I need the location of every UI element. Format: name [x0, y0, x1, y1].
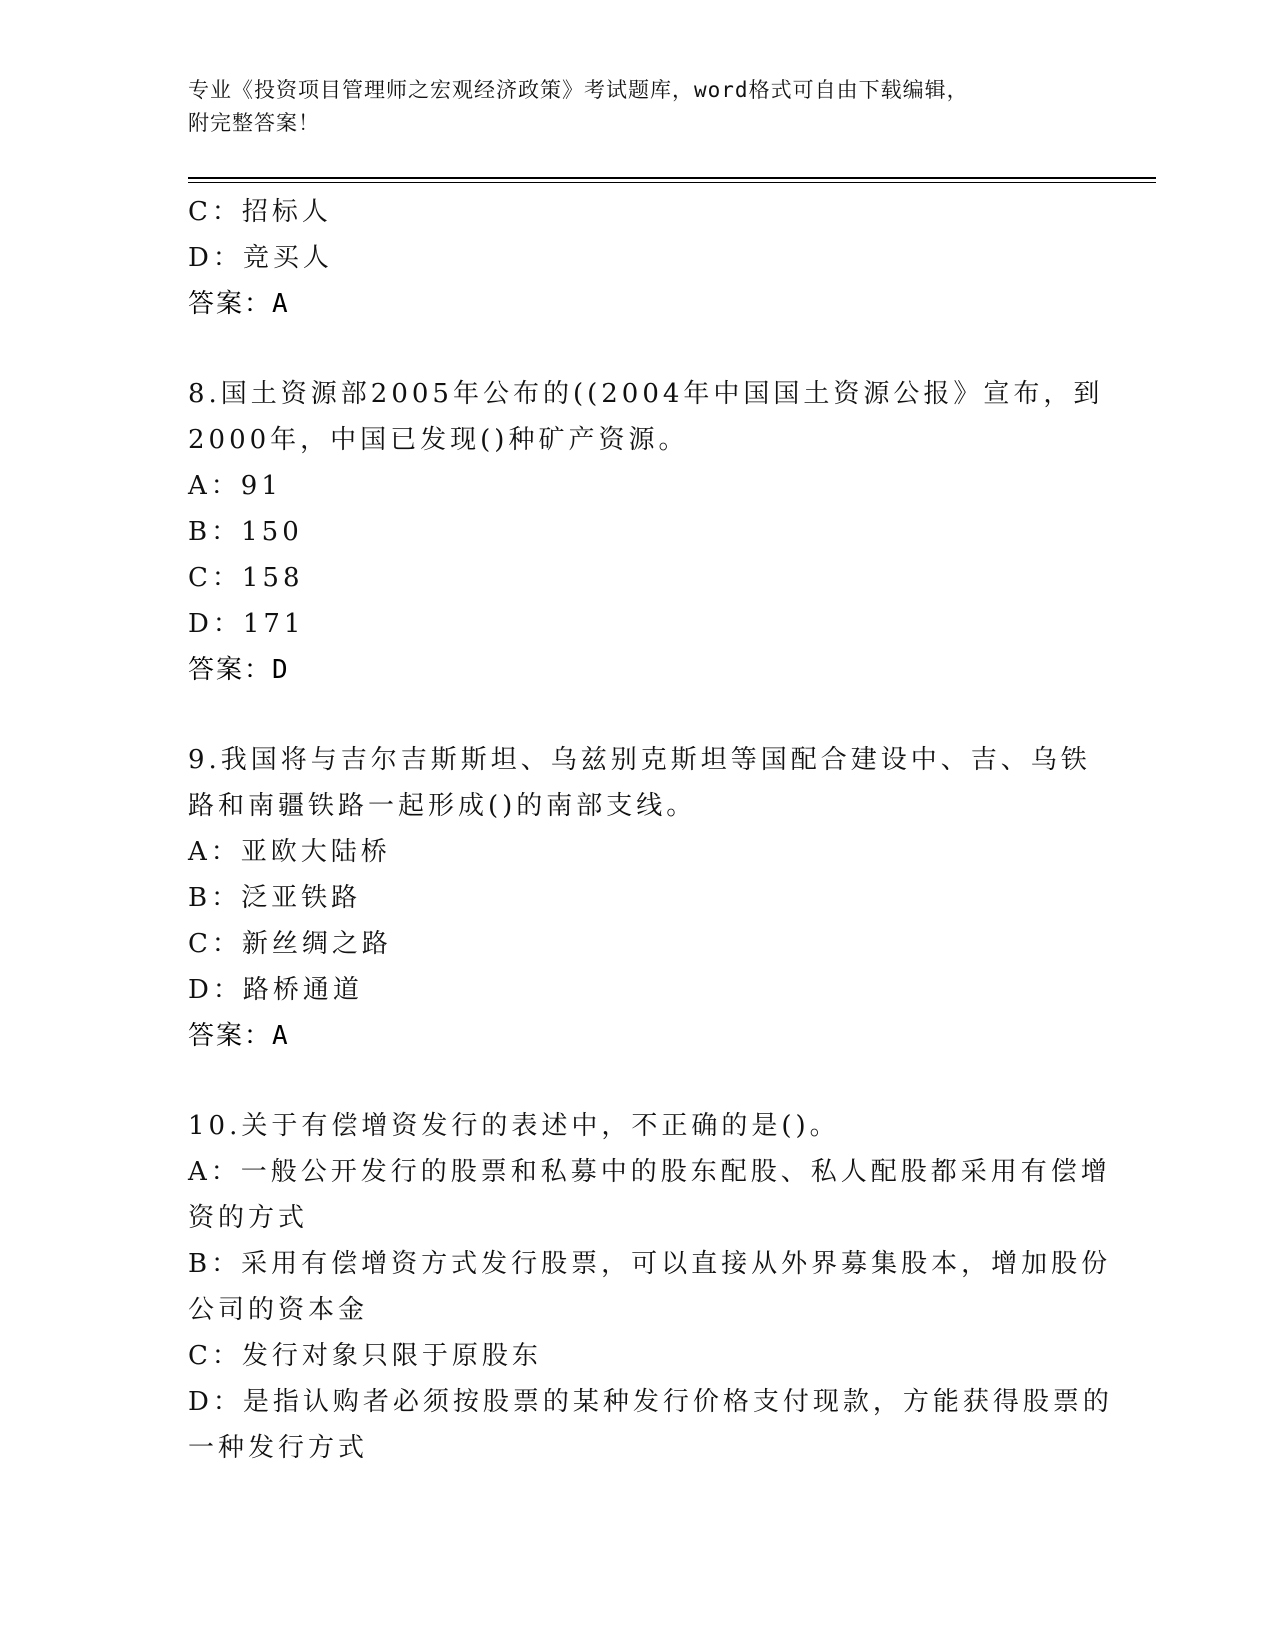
- option-b: B：泛亚铁路: [188, 883, 362, 913]
- spacer: [188, 327, 1088, 371]
- spacer: [188, 1059, 1088, 1103]
- answer-value: A: [272, 289, 290, 319]
- option-d: D：是指认购者必须按股票的某种发行价格支付现款，方能获得股票的: [188, 1387, 1113, 1417]
- option-c: C：发行对象只限于原股东: [188, 1341, 542, 1371]
- option-d: D：竞买人: [188, 243, 333, 273]
- header-line-2: 附完整答案！: [188, 111, 320, 135]
- option-d-continued: 一种发行方式: [188, 1433, 369, 1463]
- option-b: B：150: [188, 517, 303, 547]
- answer: [188, 1013, 1088, 1059]
- header-rule-thin: [188, 182, 1156, 183]
- answer: [188, 647, 1088, 693]
- question-8: [188, 371, 1104, 693]
- option-d: D：171: [188, 609, 305, 639]
- option-a-continued: 资的方式: [188, 1203, 309, 1233]
- option-d: D：路桥通道: [188, 975, 363, 1005]
- answer: [188, 281, 1088, 327]
- question-stem-line: 9.我国将与吉尔吉斯斯坦、乌兹别克斯坦等国配合建设中、吉、乌铁: [188, 745, 1091, 775]
- question-stem-line: 10.关于有偿增资发行的表述中，不正确的是()。: [188, 1111, 840, 1141]
- option-c: C：新丝绸之路: [188, 929, 392, 959]
- option-a: A：91: [188, 471, 282, 501]
- question-stem-line: 2000年，中国已发现()种矿产资源。: [188, 425, 689, 455]
- option-c: C：招标人: [188, 197, 332, 227]
- header-line-1: 专业《投资项目管理师之宏观经济政策》考试题库，word格式可自由下载编辑，: [188, 78, 969, 102]
- question-stem-line: 路和南疆铁路一起形成()的南部支线。: [188, 791, 697, 821]
- answer-value: D: [272, 655, 290, 685]
- header-rule-thick: [188, 177, 1156, 179]
- answer-value: A: [272, 1021, 290, 1051]
- answer-label: 答案：: [188, 655, 273, 685]
- question-list: [188, 189, 1113, 1471]
- option-b-continued: 公司的资本金: [188, 1295, 369, 1325]
- spacer: [188, 693, 1088, 737]
- document-header: [188, 74, 1068, 140]
- option-a: A：亚欧大陆桥: [188, 837, 391, 867]
- option-a: A：一般公开发行的股票和私募中的股东配股、私人配股都采用有偿增: [188, 1157, 1111, 1187]
- answer-label: 答案：: [188, 1021, 273, 1051]
- question-7-partial: [188, 189, 1088, 327]
- option-b: B：采用有偿增资方式发行股票，可以直接从外界募集股本，增加股份: [188, 1249, 1112, 1279]
- question-stem-line: 8.国土资源部2005年公布的((2004年中国国土资源公报》宣布，到: [188, 379, 1104, 409]
- question-9: [188, 737, 1091, 1059]
- question-10: [188, 1103, 1113, 1471]
- option-c: C：158: [188, 563, 304, 593]
- answer-label: 答案：: [188, 289, 273, 319]
